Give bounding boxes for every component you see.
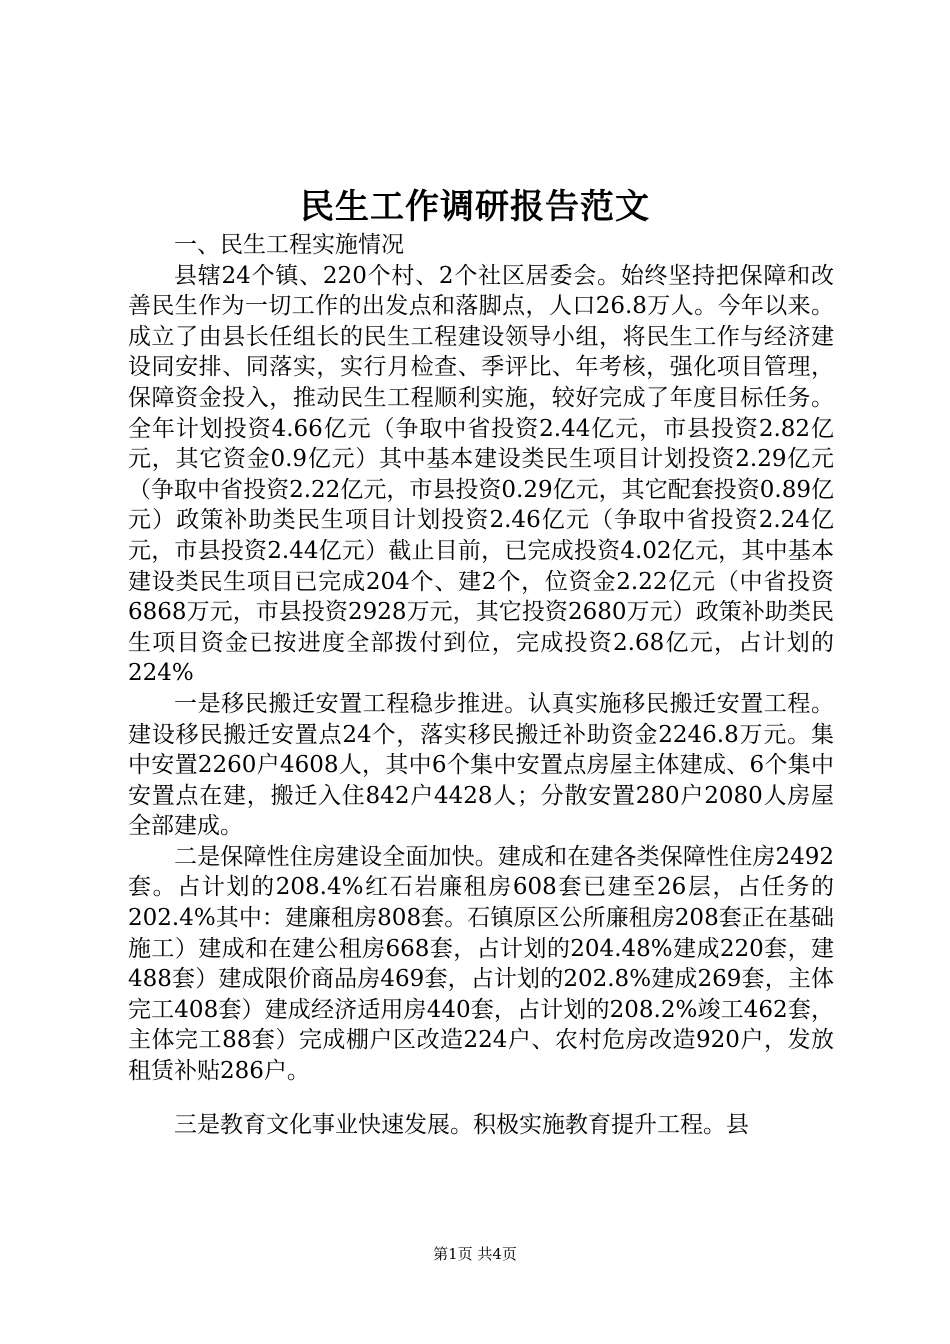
section-heading: 一、民生工程实施情况 <box>174 232 404 258</box>
paragraph: 三是教育文化事业快速发展。积极实施教育提升工程。县 <box>174 1111 749 1138</box>
page-footer: 第1页 共4页 <box>433 1245 517 1263</box>
document-title: 民生工作调研报告范文 <box>300 187 650 227</box>
paragraph: 二是保障性住房建设全面加快。建成和在建各类保障性住房2492套。占计划的208.4%红石岩廉租房608套已建至26层，占任务的202.4%其中：建廉租房808套。石镇原区公所廉租房208套正在基础施工）建成和在建公租房668套，占计划的204.48%建成220套，建488套）建成限价商品房469套，占计划的202.8%建成269套，主体完工408套）建成经济适用房440套，占计划的208.2%竣工462套，主体完工88套）完成棚户区改造224户、农村危房改造920户，发放租赁补贴286户。 <box>128 843 834 1085</box>
paragraph: 一是移民搬迁安置工程稳步推进。认真实施移民搬迁安置工程。建设移民搬迁安置点24个，落实移民搬迁补助资金2246.8万元。集中安置2260户4608人，其中6个集中安置点房屋主体建成、6个集中安置点在建，搬迁入住842户4428人；分散安置280户2080人房屋全部建成。 <box>128 690 834 840</box>
document-body <box>128 230 834 1140</box>
paragraph: 县辖24个镇、220个村、2个社区居委会。始终坚持把保障和改善民生作为一切工作的出发点和落脚点，人口26.8万人。今年以来。成立了由县长任组长的民生工程建设领导小组，将民生工作与经济建设同安排、同落实，实行月检查、季评比、年考核，强化项目管理，保障资金投入，推动民生工程顺利实施，较好完成了年度目标任务。全年计划投资4.66亿元（争取中省投资2.44亿元，市县投资2.82亿元，其它资金0.9亿元）其中基本建设类民生项目计划投资2.29亿元（争取中省投资2.22亿元，市县投资0.29亿元，其它配套投资0.89亿元）政策补助类民生项目计划投资2.46亿元（争取中省投资2.24亿元，市县投资2.44亿元）截止目前，已完成投资4.02亿元，其中基本建设类民生项目已完成204个、建2个，位资金2.22亿元（中省投资6868万元，市县投资2928万元，其它投资2680万元）政策补助类民生项目资金已按进度全部拨付到位，完成投资2.68亿元，占计划的224% <box>128 262 834 687</box>
